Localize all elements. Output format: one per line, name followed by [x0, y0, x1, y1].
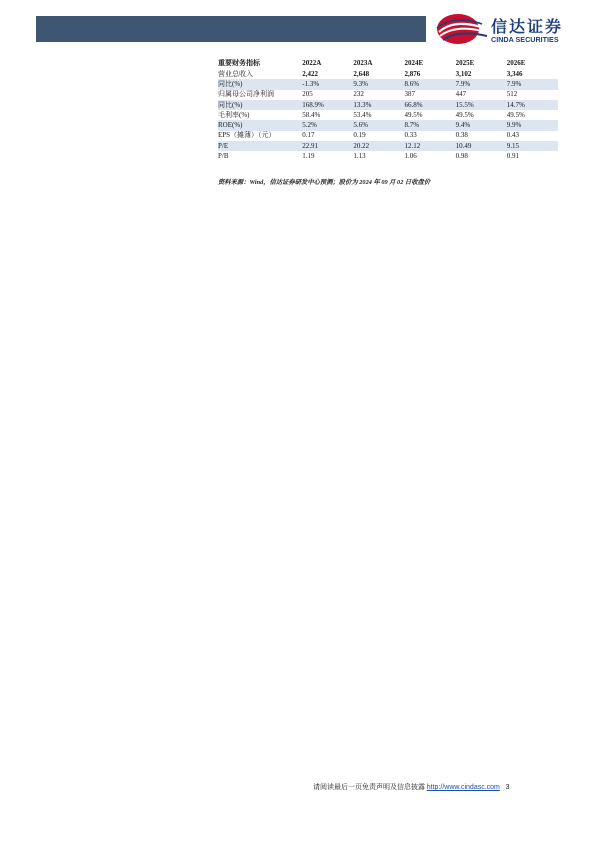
company-logo	[436, 12, 586, 46]
row-label: ROE(%)	[218, 120, 302, 130]
row-label: EPS（摊薄）（元）	[218, 131, 276, 140]
table-cell: 49.5%	[455, 110, 474, 119]
table-cell: 168.9%	[302, 100, 353, 110]
website-link[interactable]: http://www.cindasc.com	[426, 784, 500, 791]
table-header-cell: 2024E	[404, 59, 424, 67]
table-cell: 0.43	[506, 131, 520, 140]
table-cell: 3,346	[506, 69, 523, 78]
table-cell: 2,876	[404, 69, 421, 78]
table-cell: 15.5%	[456, 100, 507, 110]
table-row	[218, 141, 558, 151]
table-row	[218, 131, 558, 141]
table-cell: 14.7%	[507, 100, 558, 110]
row-label: P/E	[218, 141, 302, 151]
table-header-cell: 2023A	[353, 59, 373, 67]
table-cell: 13.3%	[353, 100, 404, 110]
table-cell: 205	[302, 90, 313, 99]
row-label: P/B	[218, 152, 229, 161]
table-row	[218, 79, 558, 89]
table-cell: 12.12	[405, 141, 456, 151]
table-cell: 20.22	[353, 141, 404, 151]
table-cell: 9.9%	[507, 120, 558, 130]
table-cell: 0.17	[302, 131, 315, 140]
table-cell: 58.4%	[302, 110, 321, 119]
table-cell: 1.19	[302, 152, 315, 161]
table-cell: 22.91	[302, 141, 353, 151]
table-row	[218, 151, 558, 161]
logo-chinese-name: 信达证券	[491, 17, 564, 36]
table-cell: 9.4%	[456, 120, 507, 130]
table-cell: 512	[506, 90, 518, 99]
table-cell: 447	[455, 90, 467, 99]
table-cell: 232	[353, 90, 364, 99]
row-label: 同比(%)	[218, 100, 302, 110]
table-cell: 0.19	[353, 131, 366, 140]
table-cell: 10.49	[456, 141, 507, 151]
table-row	[218, 100, 558, 110]
table-cell: 1.06	[404, 152, 417, 161]
table-cell: 2,648	[353, 69, 370, 78]
page-footer	[313, 782, 510, 792]
logo-english-name: CINDA SECURITIES	[491, 35, 559, 44]
table-row	[218, 90, 558, 100]
financial-indicators-table	[218, 58, 558, 162]
table-cell: 7.9%	[507, 79, 558, 89]
table-cell: 1.13	[353, 152, 366, 161]
table-cell: -1.3%	[302, 79, 353, 89]
table-cell: 49.5%	[404, 110, 423, 119]
table-cell: 0.33	[404, 131, 417, 140]
row-label: 归属母公司净利润	[218, 90, 274, 99]
table-cell: 9.15	[507, 141, 558, 151]
table-cell: 7.9%	[456, 79, 507, 89]
table-cell: 66.8%	[405, 100, 456, 110]
table-cell: 0.38	[455, 131, 468, 140]
page-number: 3	[505, 784, 510, 791]
table-cell: 3,102	[455, 69, 472, 78]
table-cell: 5.2%	[302, 120, 353, 130]
cinda-logo-icon	[436, 12, 488, 46]
table-cell: 49.5%	[506, 110, 525, 119]
disclaimer-text: 请阅读最后一页免责声明及信息披露	[313, 783, 425, 791]
row-label: 营业总收入	[218, 69, 253, 78]
table-cell: 0.91	[506, 152, 520, 161]
table-row	[218, 120, 558, 130]
table-cell: 5.6%	[353, 120, 404, 130]
table-cell: 2,422	[302, 69, 318, 78]
table-header-cell: 2025E	[455, 59, 475, 67]
table-header-cell: 重要财务指标	[218, 59, 260, 67]
row-label: 毛利率(%)	[218, 110, 250, 119]
table-cell: 387	[404, 90, 416, 99]
table-row	[218, 110, 558, 120]
table-header-row	[218, 58, 558, 69]
row-label: 同比(%)	[218, 79, 302, 89]
source-note: 资料来源：Wind，信达证券研发中心预测；股价为 2024 年 09 月 02 日收盘价	[218, 179, 431, 186]
table-cell: 0.98	[455, 152, 468, 161]
table-row	[218, 69, 558, 79]
table-cell: 8.7%	[405, 120, 456, 130]
header-bar	[36, 16, 426, 42]
table-cell: 9.3%	[353, 79, 404, 89]
table-cell: 53.4%	[353, 110, 372, 119]
table-cell: 8.6%	[405, 79, 456, 89]
table-header-cell: 2026E	[506, 59, 526, 67]
table-header-cell: 2022A	[302, 59, 322, 67]
